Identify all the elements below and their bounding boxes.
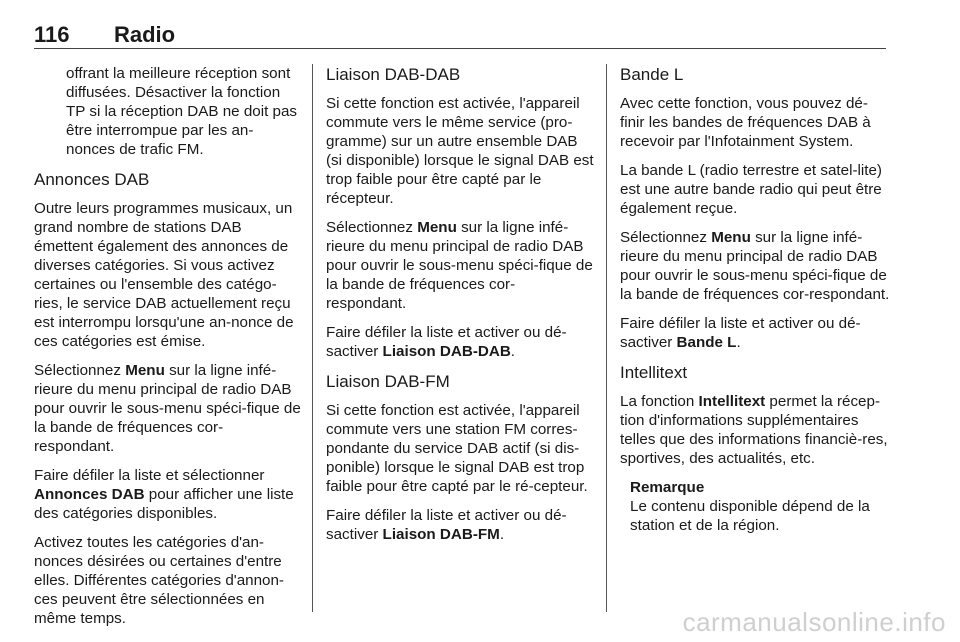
- column-divider: [312, 64, 313, 612]
- note-text: Le contenu disponible dépend de la station et de la région.: [630, 498, 870, 534]
- menu-term: Menu: [125, 362, 165, 379]
- paragraph: Si cette fonction est activée, l'appareil commute vers le même service (pro-gramme) sur un autre ensemble DAB (si disponible) lorsque le signal DAB est trop faible pour être capté par le récepteur.: [326, 95, 594, 207]
- paragraph: Faire défiler la liste et activer ou dé-sactiver Liaison DAB-DAB.: [326, 324, 567, 360]
- header-divider: [34, 48, 886, 49]
- liaison-dab-dab-term: Liaison DAB-DAB: [382, 343, 511, 360]
- note-title: Remarque: [630, 479, 705, 496]
- paragraph: La fonction Intellitext permet la récep-tion d'informations supplémentaires telles que des informations financiè-res, sportives, des actualités, etc.: [620, 393, 888, 467]
- heading-intellitext: Intellitext: [620, 363, 688, 382]
- heading-liaison-dab-fm: Liaison DAB-FM: [326, 372, 450, 391]
- chapter-title: Radio: [114, 22, 176, 47]
- paragraph: Sélectionnez Menu sur la ligne infé-rieure du menu principal de radio DAB pour ouvrir le sous-menu spéci-fique de la bande de fréquences cor-respondant.: [620, 229, 890, 303]
- continued-paragraph: offrant la meilleure réception sont diffusées. Désactiver la fonction TP si la réception DAB ne doit pas être interrompue par les an-nonces de trafic FM.: [66, 65, 298, 158]
- heading-annonces-dab: Annonces DAB: [34, 170, 150, 189]
- intellitext-term: Intellitext: [698, 393, 766, 410]
- column-right: [620, 64, 890, 535]
- page-number: 116: [34, 22, 70, 47]
- bande-l-term: Bande L: [676, 334, 737, 351]
- paragraph: Sélectionnez Menu sur la ligne infé-rieure du menu principal de radio DAB pour ouvrir le sous-menu spéci-fique de la bande de fréquences cor-respondant.: [326, 219, 593, 312]
- paragraph: Faire défiler la liste et activer ou dé-sactiver Liaison DAB-FM.: [326, 507, 567, 543]
- heading-liaison-dab-dab: Liaison DAB-DAB: [326, 65, 461, 84]
- paragraph: La bande L (radio terrestre et satel-lite) est une autre bande radio qui peut être également reçue.: [620, 162, 882, 217]
- column-divider: [606, 64, 607, 612]
- note-box: [620, 478, 890, 535]
- column-left: [34, 64, 302, 638]
- menu-term: Menu: [417, 219, 457, 236]
- watermark: carmanualsonline.info: [682, 607, 946, 637]
- heading-bande-l: Bande L: [620, 65, 684, 84]
- paragraph: Faire défiler la liste et sélectionner Annonces DAB pour afficher une liste des catégories disponibles.: [34, 467, 294, 522]
- liaison-dab-fm-term: Liaison DAB-FM: [382, 526, 500, 543]
- menu-term: Menu: [711, 229, 751, 246]
- paragraph: Activez toutes les catégories d'an-nonces désirées ou certaines d'entre elles. Différentes catégories d'annon-ces peuvent être sélectionnées en même temps.: [34, 534, 284, 627]
- paragraph: Outre leurs programmes musicaux, un grand nombre de stations DAB émettent également des annonces de diverses catégories. Si vous activez certaines ou l'ensemble des catégo-ries, le service DAB actuellement reçu est interrompu lorsqu'une an-nonce de ces catégories est émise.: [34, 200, 294, 350]
- paragraph: Faire défiler la liste et activer ou dé-sactiver Bande L.: [620, 315, 861, 351]
- annonces-dab-term: Annonces DAB: [34, 486, 145, 503]
- paragraph: Sélectionnez Menu sur la ligne infé-rieure du menu principal de radio DAB pour ouvrir le sous-menu spéci-fique de la bande de fréquences cor-respondant.: [34, 362, 301, 455]
- paragraph: Avec cette fonction, vous pouvez dé-finir les bandes de fréquences DAB à recevoir par l'Infotainment System.: [620, 95, 871, 150]
- paragraph: Si cette fonction est activée, l'appareil commute vers une station FM corres-pondante du service DAB actif (si dis-ponible) lorsque le signal DAB est trop faible pour être capté par le ré-cepteur.: [326, 402, 588, 495]
- column-middle: [326, 64, 594, 554]
